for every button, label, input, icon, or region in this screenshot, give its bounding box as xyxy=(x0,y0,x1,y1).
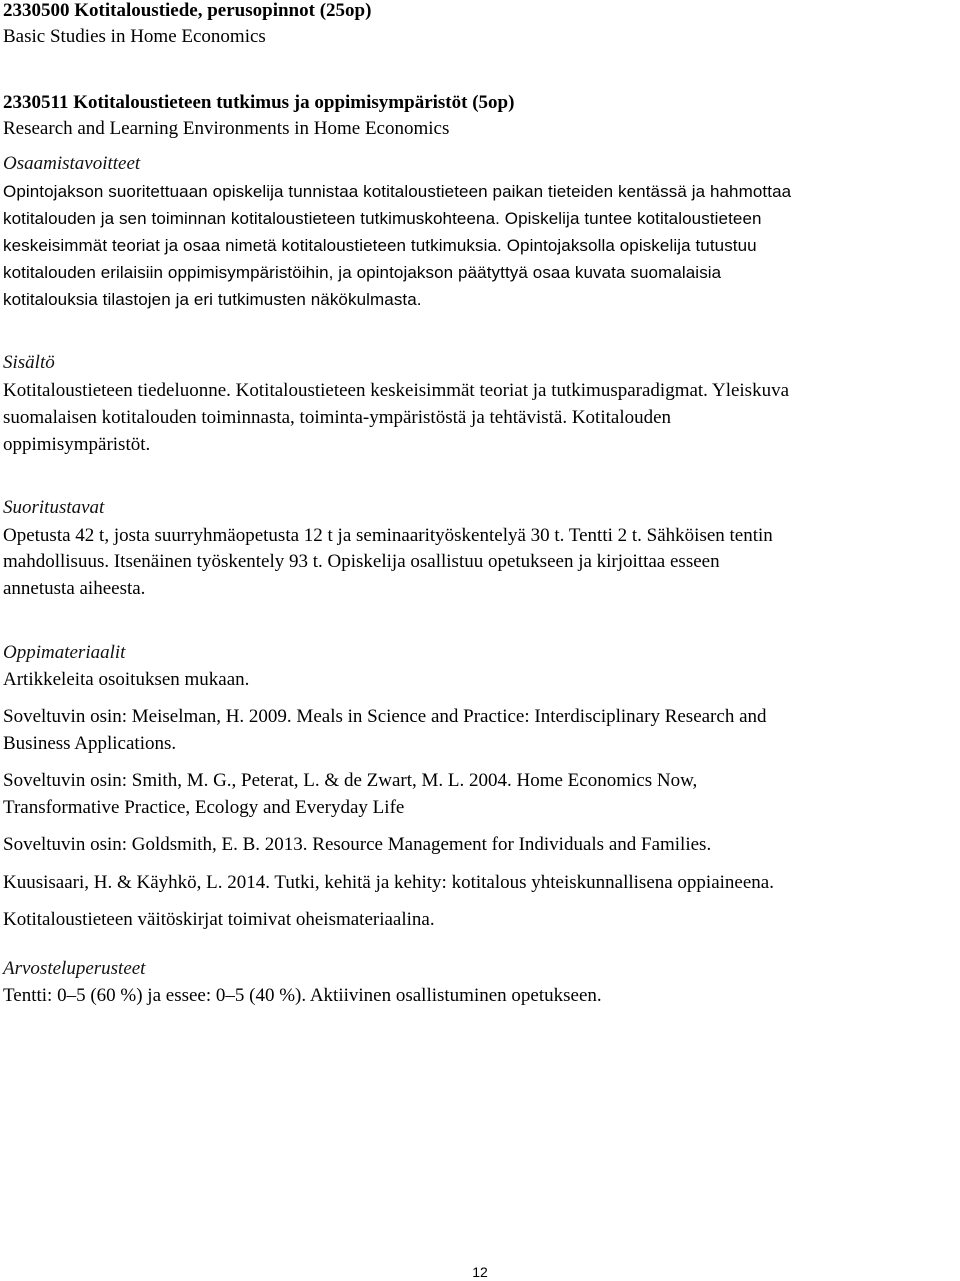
course-block-title: 2330500 Kotitaloustiede, perusopinnot (25op) xyxy=(3,0,372,21)
content-line: oppimisympäristöt. xyxy=(3,434,151,455)
content-line: Kotitaloustieteen tiedeluonne. Kotitaloustieteen keskeisimmät teoriat ja tutkimusparadigmat. Yleiskuva xyxy=(3,380,790,401)
learning-outcomes-line: kotitalouden ja sen toiminnan kotitaloustieteen tutkimuskohteena. Opiskelija tuntee kotitaloustieteen xyxy=(3,209,762,228)
materials-reference: Transformative Practice, Ecology and Everyday Life xyxy=(3,797,405,818)
materials-reference: Kuusisaari, H. & Käyhkö, L. 2014. Tutki, kehitä ja kehity: kotitalous yhteiskunnallisena oppiaineena. xyxy=(3,872,774,893)
course-block-english-title: Basic Studies in Home Economics xyxy=(3,26,266,47)
materials-reference: Business Applications. xyxy=(3,733,177,754)
content-heading: Sisältö xyxy=(3,352,55,373)
page-number: 12 xyxy=(472,1264,488,1280)
assessment-heading: Arvosteluperusteet xyxy=(3,958,146,979)
completion-line: annetusta aiheesta. xyxy=(3,578,146,599)
materials-heading: Oppimateriaalit xyxy=(3,642,126,663)
completion-line: mahdollisuus. Itsenäinen työskentely 93 t. Opiskelija osallistuu opetukseen ja kirjoittaa esseen xyxy=(3,551,720,572)
learning-outcomes-line: kotitalouden erilaisiin oppimisympäristöihin, ja opintojakson päätyttyä osaa kuvata suomalaisia xyxy=(3,263,722,282)
learning-outcomes-line: keskeisimmät teoriat ja osaa nimetä kotitaloustieteen tutkimuksia. Opintojaksolla opiskelija tutustuu xyxy=(3,236,757,255)
materials-reference: Soveltuvin osin: Goldsmith, E. B. 2013. Resource Management for Individuals and Families. xyxy=(3,834,712,855)
learning-outcomes-line: kotitalouksia tilastojen ja eri tutkimusten näkökulmasta. xyxy=(3,290,422,309)
course-english-title: Research and Learning Environments in Home Economics xyxy=(3,118,450,139)
materials-reference: Soveltuvin osin: Smith, M. G., Peterat, L. & de Zwart, M. L. 2004. Home Economics Now, xyxy=(3,770,698,791)
materials-intro: Artikkeleita osoituksen mukaan. xyxy=(3,669,250,690)
materials-reference: Soveltuvin osin: Meiselman, H. 2009. Meals in Science and Practice: Interdisciplinary Research and xyxy=(3,706,767,727)
materials-reference: Kotitaloustieteen väitöskirjat toimivat oheismateriaalina. xyxy=(3,909,435,930)
assessment-text: Tentti: 0–5 (60 %) ja essee: 0–5 (40 %). Aktiivinen osallistuminen opetukseen. xyxy=(3,985,602,1006)
completion-heading: Suoritustavat xyxy=(3,497,105,518)
learning-outcomes-heading: Osaamistavoitteet xyxy=(3,153,141,174)
completion-line: Opetusta 42 t, josta suurryhmäopetusta 12 t ja seminaarityöskentelyä 30 t. Tentti 2 t. Sähköisen tentin xyxy=(3,525,773,546)
course-title: 2330511 Kotitaloustieteen tutkimus ja oppimisympäristöt (5op) xyxy=(3,92,515,113)
content-line: suomalaisen kotitalouden toiminnasta, toiminta-ympäristöstä ja tehtävistä. Kotitalouden xyxy=(3,407,672,428)
learning-outcomes-line: Opintojakson suoritettuaan opiskelija tunnistaa kotitaloustieteen paikan tieteiden kentässä ja hahmottaa xyxy=(3,182,792,201)
